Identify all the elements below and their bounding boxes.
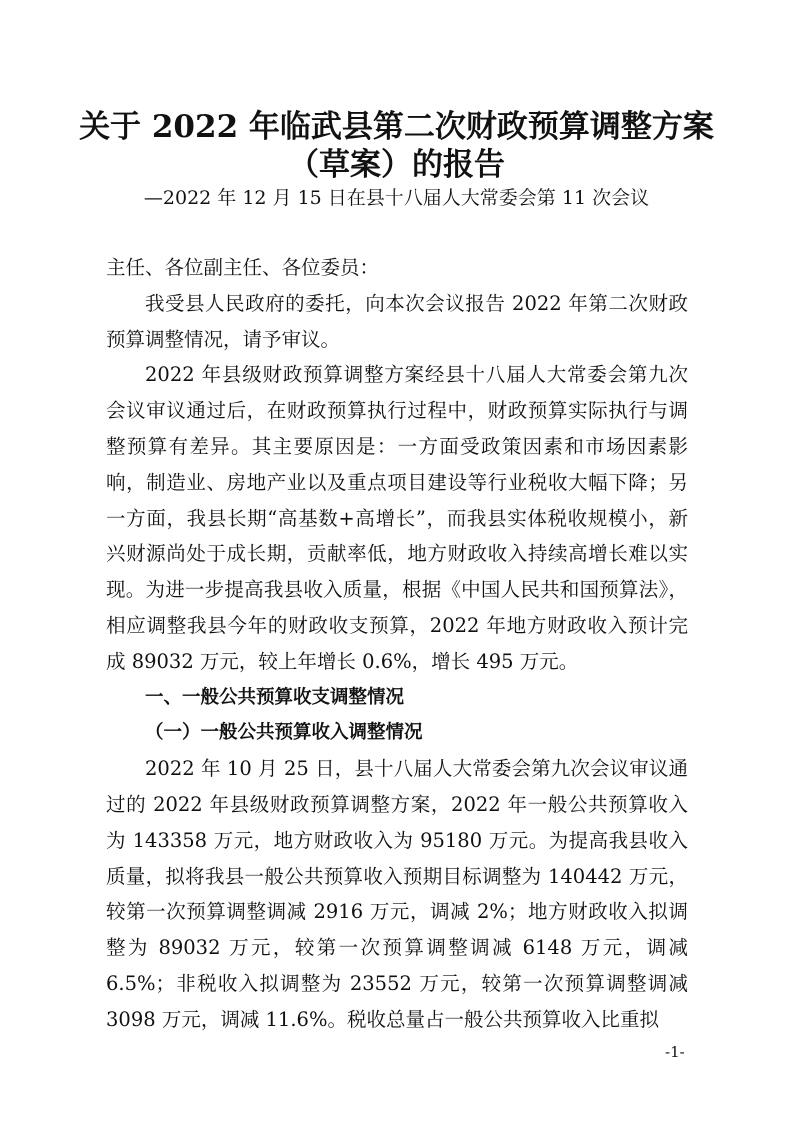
salutation: 主任、各位副主任、各位委员： (106, 256, 380, 279)
paragraph-entrusted: 我受县人民政府的委托，向本次会议报告 2022 年第二次财政预算调整情况，请予审议。 (106, 291, 688, 351)
subsection-heading-1: （一）一般公共预算收入调整情况 (145, 722, 423, 744)
report-title-line-2: （草案）的报告 (288, 147, 505, 183)
report-body (106, 250, 688, 1038)
paragraph-revenue-adjustment: 2022 年 10 月 25 日，县十八届人大常委会第九次会议审议通过的 2022 年县级财政预算调整方案，2022 年一般公共预算收入为 143358 万元，地方财政收入为 95180 万元。为提高我县收入质量，拟将我县一般公共预算收入预期目标调整为 140442 万元，较第一次预算调整调减 2916 万元，调减 2%；地方财政收入拟调整为 89032 万元，较第一次预算调整调减 6148 万元，调减 6.5%；非税收入拟调整为 23552 万元，较第一次预算调整调减 3098 万元，调减 11.6%。税收总量占一般公共预算收入比重拟 (106, 757, 688, 1031)
report-title-line-1: 关于 2022 年临武县第二次财政预算调整方案 (79, 109, 714, 145)
section-heading-1: 一、一般公共预算收支调整情况 (145, 686, 405, 708)
page-number: -1- (665, 1043, 685, 1061)
paragraph-reasons: 2022 年县级财政预算调整方案经县十八届人大常委会第九次会议审议通过后，在财政预算执行过程中，财政预算实际执行与调整预算有差异。其主要原因是：一方面受政策因素和市场因素影响，制造业、房地产业以及重点项目建设等行业税收大幅下降；另一方面，我县长期“高基数+高增长”，而我县实体税收规模小，新兴财源尚处于成长期，贡献率低，地方财政收入持续高增长难以实现。为进一步提高我县收入质量，根据《中国人民共和国预算法》，相应调整我县今年的财政收支预算，2022 年地方财政收入预计完成 89032 万元，较上年增长 0.6%，增长 495 万元。 (106, 363, 688, 673)
report-subtitle: —2022 年 12 月 15 日在县十八届人大常委会第 11 次会议 (143, 187, 650, 209)
